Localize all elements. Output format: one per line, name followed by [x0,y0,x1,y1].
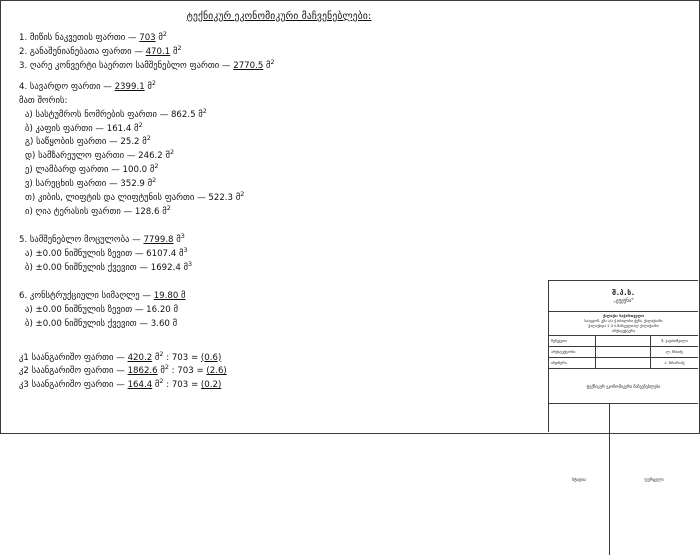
coefficient-k2-label: კ2 საანგარიშო ფართი — [19,366,128,377]
coefficient-k3-divider: : 703 = [163,380,201,391]
document-content [19,7,539,393]
signature-role: ინჟინერი [549,358,596,368]
spec-line-2-sup: 2 [177,44,182,53]
title-block-logo [549,281,698,312]
spec-sub-t-sup: 2 [240,190,245,199]
coefficient-k2-divider: : 703 = [168,366,207,377]
spec-sub-i [19,206,539,220]
spec-sub-a-text: ა) სასტუმროს ნომრების ფართი — 862.5 მ [25,109,203,120]
spec-line-4-unit: მ [147,81,152,92]
spec-line-6b: ბ) ±0.00 ნიშნულის ქვევით — 3.60 მ [25,318,178,329]
spec-line-4-text: 4. სავარდო ფართი — [19,81,115,92]
spec-line-5-value: 7799.8 [143,234,174,245]
coefficient-k2 [19,365,539,379]
coefficient-k1-label: კ1 საანგარიშო ფართი — [19,352,128,363]
coefficient-k1-sup: 2 [159,349,164,358]
spec-line-5b-sup: 3 [188,259,193,268]
spec-line-4-value: 2399.1 [114,81,145,92]
spec-line-5-sup: 3 [180,232,185,241]
page-title: ტექნიკურ ეკონომიკური მაჩვენებლები: [186,11,372,22]
sheet-number: ფურცელი [644,477,664,483]
spec-sub-v [19,178,539,192]
company-line-3: ქალაქიდა 2,3 ბ-მარეულიალ ქალაქიანი [588,323,659,328]
spec-line-6-value: 19.80 მ [153,290,186,301]
signature-row [549,336,698,347]
spec-sub-d [19,150,539,164]
spec-sub-a [19,106,539,123]
coefficient-k3-num: 164.4 [127,380,153,391]
spec-line-5a-sup: 3 [183,246,188,255]
coefficient-k1-divider: : 703 = [163,352,201,363]
coefficient-k2-num: 1862.6 [127,366,158,377]
spec-line-2 [19,46,539,60]
signature-name: ლ. ჩხაიძე [665,350,684,355]
spec-sub-b [19,120,539,137]
coefficient-k2-sup: 2 [164,363,169,372]
title-block-footer [549,404,698,555]
spec-sub-g [19,136,539,150]
title-block [548,280,698,483]
spec-line-4-sup: 2 [151,78,156,87]
spec-sub-i-text: ი) ღია ტერასის ფართი — 128.6 მ [25,207,167,218]
spacer-1 [19,74,539,81]
spec-line-2-value: 470.1 [145,46,171,57]
spec-line-6-text: 6. კონსტრუქციული სიმაღლე — [19,290,154,301]
logo-sub-text: „ჟუჟუნა" [613,297,634,304]
spec-sub-v-text: ვ) სარეცხის ფართი — 352.9 მ [25,179,153,190]
company-line-4: არქიტექტურა [611,328,636,333]
spec-line-5a [19,248,539,262]
coefficient-k3-result: (0.2) [200,380,222,391]
spec-line-1 [19,32,539,46]
coefficient-k1-num: 420.2 [127,352,153,363]
spec-sub-d-sup: 2 [169,148,175,157]
spec-line-2-text: 2. განაშენიანებათა ფართი — [19,46,146,57]
spec-sub-b-sup: 2 [138,120,143,129]
signature-name: შ. ჯავახიშვილი [661,339,688,344]
logo-main-text: შ.პ.ს. [612,288,635,297]
spec-sub-b-text: ბ) კაფის ფართი — 161.4 მ [25,123,139,134]
company-line-2: საავტომ. გზა ა/ა ქ.თბილისი ქუჩა, ქალაქიანი [584,318,663,323]
signature-name: ა. მახარაძე [664,361,685,366]
coefficient-k3-label: კ3 საანგარიშო ფართი — [19,380,128,391]
coefficient-k3-unit: მ [154,380,160,391]
sheet-title: ტექნიკურ ეკონომიკური მაჩვენებლები [549,369,698,404]
spec-line-6a: ა) ±0.00 ნიშნულის ზევით — 16.20 მ [25,304,178,315]
signature-mark [596,336,651,346]
spec-line-5-text: 5. სამშენებლო მოცულობა — [19,234,144,245]
spec-line-3-value: 2770.5 [233,60,264,71]
spec-sub-e-text: ე) ლამბარდ ფართი — 100.0 მ [25,165,155,176]
signature-rows [549,336,698,369]
spec-line-3-unit: მ [266,60,271,71]
spec-line-3-sup: 2 [270,57,275,66]
spec-line-3 [19,57,539,74]
spec-line-5 [19,234,539,248]
coefficient-k3-sup: 2 [159,377,164,386]
signature-role: არქიტექტორი [549,347,596,357]
signature-mark [596,347,651,357]
coefficient-k1-unit: მ [154,352,160,363]
coefficient-k1 [19,349,539,366]
spec-line-2-unit: მ [172,46,178,57]
company-line-1: ქალაქი: საქართველო [602,314,645,318]
spec-line-1-unit: მ [158,33,163,43]
coefficient-k2-unit: მ [160,366,165,377]
subheading-among-which: მათ შორის: [19,95,68,106]
spec-line-3-text: 3. ღარე კონვერტი საერთო სამშენებლო ფართი — [19,60,234,71]
company-info [549,312,698,336]
spec-sub-g-text: გ) საწყობის ფართი — 25.2 მ [25,137,147,148]
coefficient-k3 [19,379,539,393]
signature-row [549,347,698,358]
spec-line-4 [19,78,539,95]
spacer-3 [19,276,539,290]
spec-sub-g-sup: 2 [146,134,151,143]
spacer-4 [19,332,539,352]
spec-line-5a-text: ა) ±0.00 ნიშნულის ზევით — 6107.4 მ [25,248,184,259]
spec-line-1-value: 703 [139,33,156,43]
coefficient-k2-result: (2.6) [206,366,227,377]
spec-line-6 [19,290,539,304]
coefficient-k1-result: (0.6) [200,352,222,363]
spec-sub-a-sup: 2 [202,106,207,115]
spec-sub-d-text: დ) სამზარეულო ფართი — 246.2 მ [25,151,170,162]
spec-sub-v-sup: 2 [152,176,157,185]
spec-line-1-sup: 2 [162,30,167,39]
spec-sub-t [19,192,539,206]
spacer-2 [19,220,539,234]
signature-row [549,358,698,368]
signature-mark [596,358,651,368]
spec-line-1-text: 1. მიწის ნაკვეთის ფართი — [19,33,140,43]
stage-label: სტადია [549,404,610,555]
spec-sub-e [19,164,539,178]
spec-line-5-unit: მ [176,234,181,245]
spec-line-5b [19,259,539,276]
spec-sub-i-sup: 2 [166,204,171,213]
signature-role: შემკვეთი [549,336,596,346]
spec-sub-e-sup: 2 [154,162,159,171]
spec-sub-t-text: თ) კიბის, ლიფტის და ლიფტუნის ფართი — 522.3 მ [25,193,241,204]
spec-line-5b-text: ბ) ±0.00 ნიშნულის ქვევით — 1692.4 მ [25,262,189,273]
